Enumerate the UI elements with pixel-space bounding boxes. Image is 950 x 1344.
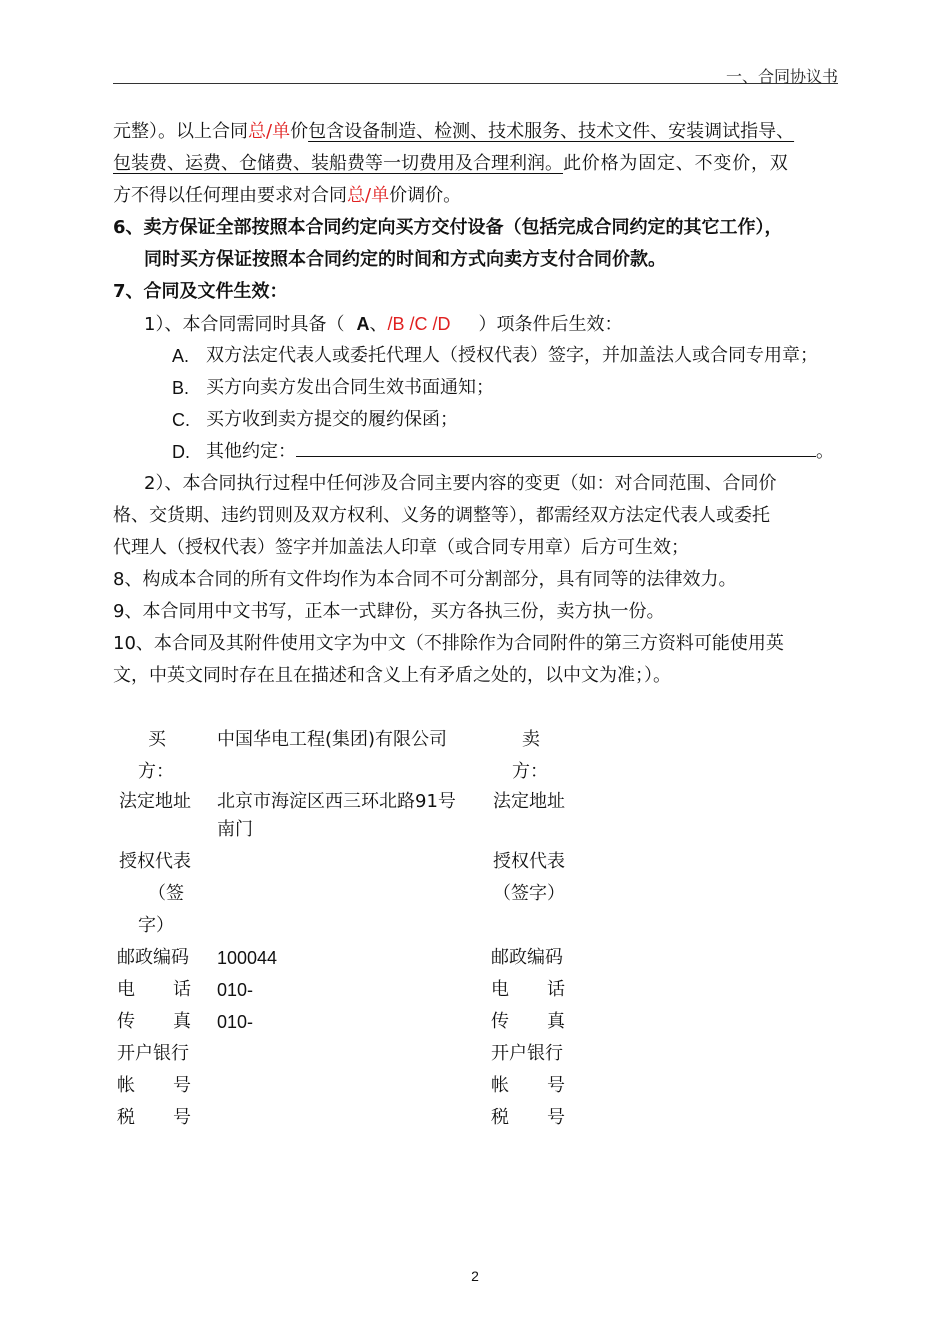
seller-label: 卖 [522, 729, 540, 750]
clause-7-item-2-line-3: 代理人（授权代表）签字并加盖法人印章（或合同专用章）后方可生效； [113, 537, 689, 558]
buyer-address-label: 法定地址 [119, 791, 191, 812]
buyer-tax-label [117, 1102, 191, 1134]
option-letter: B. [172, 378, 190, 398]
price-line-2 [113, 148, 789, 180]
seller-postcode-label: 邮政编码 [491, 947, 563, 968]
option-text: 买方收到卖方提交的履约保函； [206, 409, 458, 430]
clause-6-line-2: 同时买方保证按照本合同约定的时间和方式向卖方支付合同价款。 [144, 249, 666, 270]
buyer-postcode: 100044 [217, 948, 278, 968]
page-number: 2 [471, 1268, 479, 1284]
text: 1）、本合同需同时具备（ [144, 314, 345, 335]
buyer-postcode-label: 邮政编码 [117, 947, 189, 968]
text: 。 [816, 441, 834, 462]
buyer-bank-label: 开户银行 [117, 1043, 189, 1064]
text: 号 [547, 1107, 565, 1128]
option-letter: A. [172, 346, 190, 366]
option-text: 买方向卖方发出合同生效书面通知； [206, 377, 494, 398]
text: 真 [173, 1011, 191, 1032]
text: 号 [547, 1075, 565, 1096]
text: 话 [547, 979, 565, 1000]
seller-rep-label: 授权代表 [493, 851, 565, 872]
seller-tax-label [491, 1102, 565, 1134]
text: ）项条件后生效： [478, 314, 623, 335]
buyer-name: 中国华电工程(集团)有限公司 [217, 729, 448, 750]
seller-label: 方： [512, 761, 548, 782]
option-text: 双方法定代表人或委托代理人（授权代表）签字，并加盖法人或合同专用章； [206, 345, 818, 366]
clause-7-item-2-line-2: 格、交货期、违约罚则及双方权利、义务的调整等），都需经双方法定代表人或委托 [113, 505, 770, 526]
text: 真 [547, 1011, 565, 1032]
text: 税 [117, 1107, 135, 1128]
header-rule [113, 83, 838, 84]
seller-rep-label: （签字） [493, 883, 565, 904]
price-line-3 [113, 180, 461, 212]
text: 、 [369, 314, 388, 335]
option-letter: C. [172, 410, 190, 430]
clause-10-line-1: 10、本合同及其附件使用文字为中文（不排除作为合同附件的第三方资料可能使用英 [113, 633, 784, 654]
text: 元整）。以上合同 [113, 121, 248, 142]
text: 此价格为固定、不变价，双 [563, 153, 789, 174]
clause-9: 9、本合同用中文书写，正本一式肆份，买方各执三份，卖方执一份。 [113, 601, 665, 622]
text: 价 [290, 121, 309, 142]
underlined-text: 包含设备制造、检测、技术服务、技术文件、安装调试指导、 [308, 121, 795, 142]
text: 传 [117, 1011, 135, 1032]
buyer-account-label [117, 1070, 191, 1102]
seller-bank-label: 开户银行 [491, 1043, 563, 1064]
option-a-selected: A [356, 314, 370, 334]
clause-7-item-2-line-1: 2）、本合同执行过程中任何涉及合同主要内容的变更（如：对合同范围、合同价 [144, 473, 777, 494]
red-text: /B /C /D [387, 314, 451, 334]
running-header: 一、合同协议书 [725, 67, 838, 86]
buyer-label: 买 [148, 729, 166, 750]
buyer-phone: 010- [217, 980, 254, 1000]
option-text: 其他约定： [206, 441, 296, 462]
text: 话 [173, 979, 191, 1000]
red-text: 总/单 [248, 121, 291, 142]
text: 帐 [491, 1075, 509, 1096]
seller-address-label: 法定地址 [493, 791, 565, 812]
seller-fax-label [491, 1006, 565, 1038]
buyer-phone-label [117, 974, 191, 1006]
price-line-1 [113, 116, 794, 148]
buyer-fax-label [117, 1006, 191, 1038]
text: 传 [491, 1011, 509, 1032]
buyer-rep-label: 字） [138, 915, 174, 936]
buyer-address: 北京市海淀区西三环北路91号 [217, 791, 456, 812]
clause-8: 8、构成本合同的所有文件均作为本合同不可分割部分，具有同等的法律效力。 [113, 569, 737, 590]
option-d-line [206, 436, 834, 468]
text: 方不得以任何理由要求对合同 [113, 185, 347, 206]
buyer-address: 南门 [217, 819, 253, 840]
clause-10-line-2: 文，中英文同时存在且在描述和含义上有矛盾之处的，以中文为准；）。 [113, 665, 671, 686]
text: 号 [173, 1075, 191, 1096]
seller-phone-label [491, 974, 565, 1006]
clause-6-line-1: 6、卖方保证全部按照本合同约定向买方交付设备（包括完成合同约定的其它工作）， [113, 217, 783, 238]
text: 价调价。 [389, 185, 462, 206]
fill-in-blank [296, 438, 816, 457]
text: 税 [491, 1107, 509, 1128]
text: 电 [117, 979, 135, 1000]
clause-7-item-1 [144, 308, 622, 341]
text: 帐 [117, 1075, 135, 1096]
red-text: 总/单 [347, 185, 390, 206]
text: 电 [491, 979, 509, 1000]
underlined-text: 包装费、运费、仓储费、装船费等一切费用及合理利润。 [113, 153, 563, 174]
buyer-fax: 010- [217, 1012, 254, 1032]
buyer-label: 方： [138, 761, 174, 782]
clause-7-title: 7、合同及文件生效： [113, 281, 288, 302]
seller-account-label [491, 1070, 565, 1102]
option-letter: D. [172, 442, 190, 462]
buyer-rep-label: 授权代表 [119, 851, 191, 872]
text: 号 [173, 1107, 191, 1128]
buyer-rep-label: （签 [148, 883, 184, 904]
